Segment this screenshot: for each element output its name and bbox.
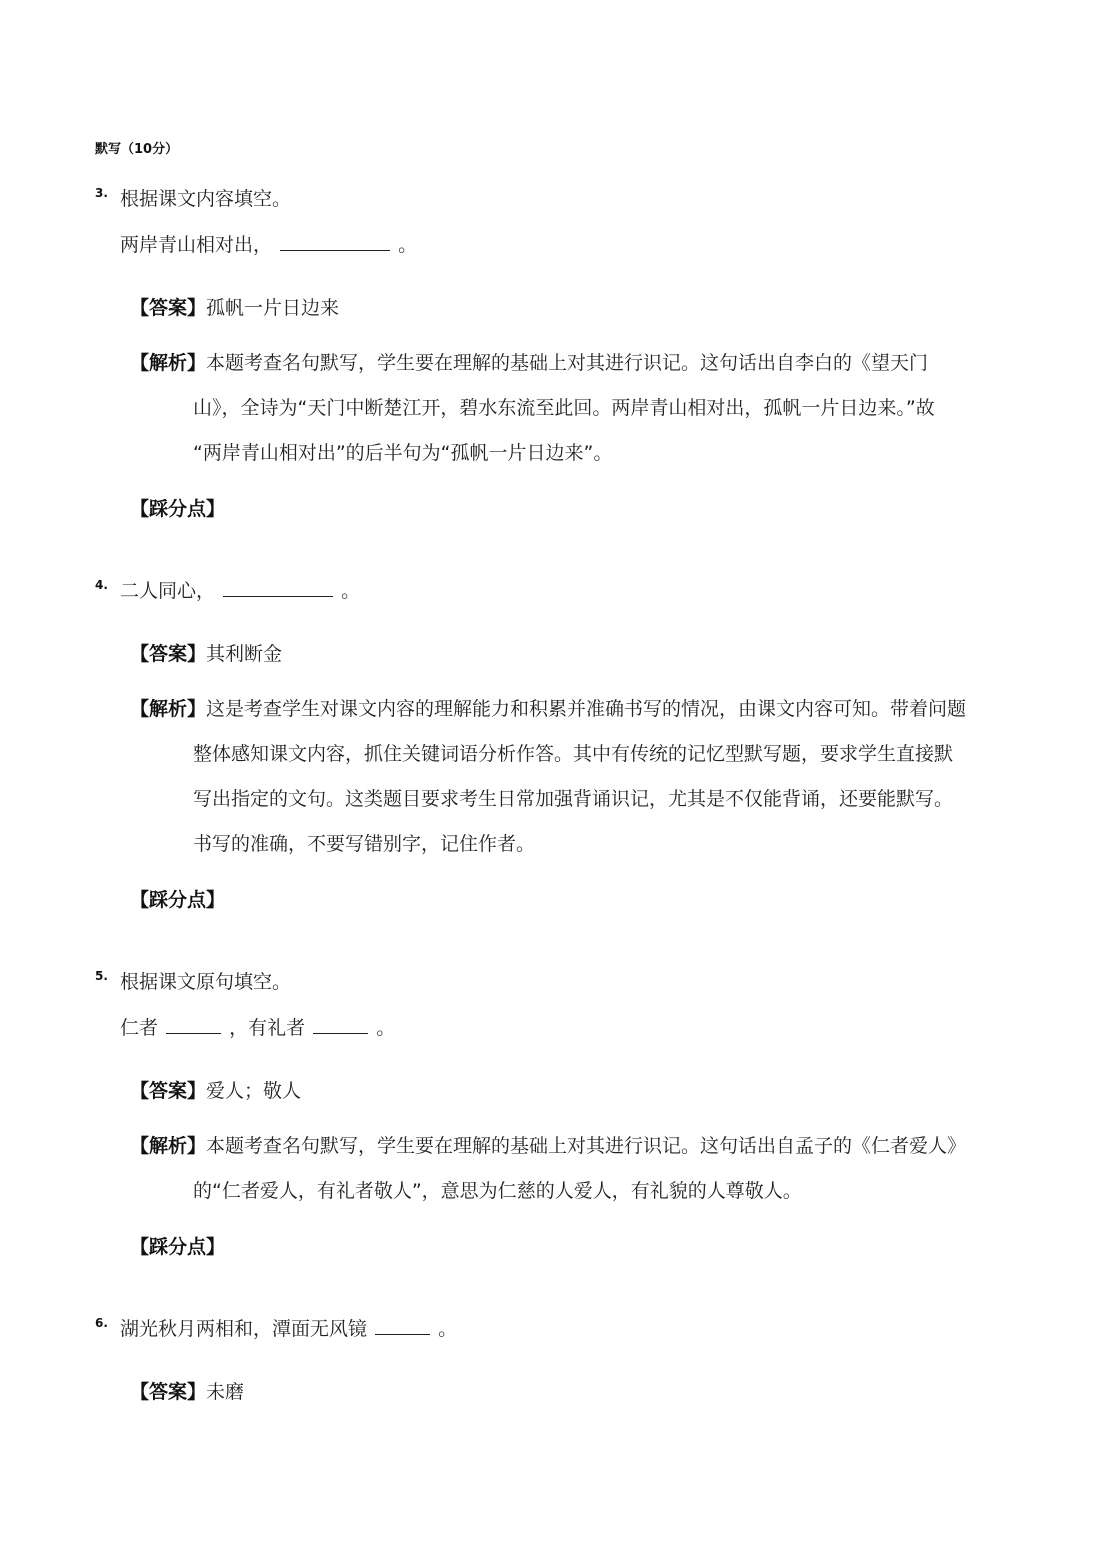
analysis-text: 的“仁者爱人，有礼者敬人”，意思为仁慈的人爱人，有礼貌的人尊敬人。 [193,1180,802,1202]
line-text: 两岸青山相对出， [120,234,273,256]
line-text: 。 [438,1318,458,1340]
fill-blank [313,1015,368,1034]
analysis-text: 书写的准确，不要写错别字，记住作者。 [193,833,536,855]
points-label: 【踩分点】 [130,1236,226,1258]
line-text: 湖光秋月两相和，潭面无风镜 [120,1318,368,1340]
question-line [120,578,360,604]
answer-text: 其利断金 [206,643,283,665]
line-text: 二人同心， [120,580,216,602]
question-number: 6. [95,1316,108,1330]
line-text: 。 [398,234,418,256]
analysis-label: 【解析】 [130,698,207,720]
question-line [120,232,417,258]
question-line [120,1015,395,1041]
analysis-text: 本题考查名句默写，学生要在理解的基础上对其进行识记。这句话出自李白的《望天门 [206,352,929,374]
analysis-text: 山》，全诗为“天门中断楚江开，碧水东流至此回。两岸青山相对出，孤帆一片日边来。”故 [193,397,935,419]
line-text: ，有礼者 [229,1017,306,1039]
answer-label: 【答案】 [130,1080,207,1102]
answer-label: 【答案】 [130,643,207,665]
question-prompt: 根据课文原句填空。 [120,971,292,993]
analysis-text: 这是考查学生对课文内容的理解能力和积累并准确书写的情况，由课文内容可知。带着问题 [206,698,967,720]
answer-text: 未磨 [206,1381,245,1403]
answer-row [130,295,339,321]
points-row [130,1234,225,1260]
points-row [130,887,225,913]
line-text: 仁者 [120,1017,159,1039]
answer-row [130,1078,301,1104]
analysis-text: 本题考查名句默写，学生要在理解的基础上对其进行识记。这句话出自孟子的《仁者爱人》 [206,1135,967,1157]
question-line [120,1316,457,1342]
answer-label: 【答案】 [130,297,207,319]
answer-text: 孤帆一片日边来 [206,297,340,319]
answer-text: 爱人；敬人 [206,1080,302,1102]
answer-label: 【答案】 [130,1381,207,1403]
fill-blank [280,232,390,251]
question-number: 5. [95,969,108,983]
analysis-row [130,1133,966,1159]
answer-row [130,641,282,667]
fill-blank [223,578,333,597]
analysis-label: 【解析】 [130,1135,207,1157]
question-number: 4. [95,578,108,592]
analysis-text: 写出指定的文句。这类题目要求考生日常加强背诵识记，尤其是不仅能背诵，还要能默写。 [193,788,954,810]
points-label: 【踩分点】 [130,889,226,911]
line-text: 。 [376,1017,396,1039]
section-title: 默写（10分） [95,142,179,157]
analysis-text: “两岸青山相对出”的后半句为“孤帆一片日边来”。 [193,442,613,464]
fill-blank [375,1316,430,1335]
points-label: 【踩分点】 [130,498,226,520]
points-row [130,496,225,522]
analysis-row [130,350,928,376]
analysis-text: 整体感知课文内容，抓住关键词语分析作答。其中有传统的记忆型默写题，要求学生直接默 [193,743,954,765]
analysis-row [130,696,966,722]
question-number: 3. [95,186,108,200]
fill-blank [166,1015,221,1034]
question-prompt: 根据课文内容填空。 [120,188,292,210]
line-text: 。 [341,580,361,602]
analysis-label: 【解析】 [130,352,207,374]
answer-row [130,1379,244,1405]
